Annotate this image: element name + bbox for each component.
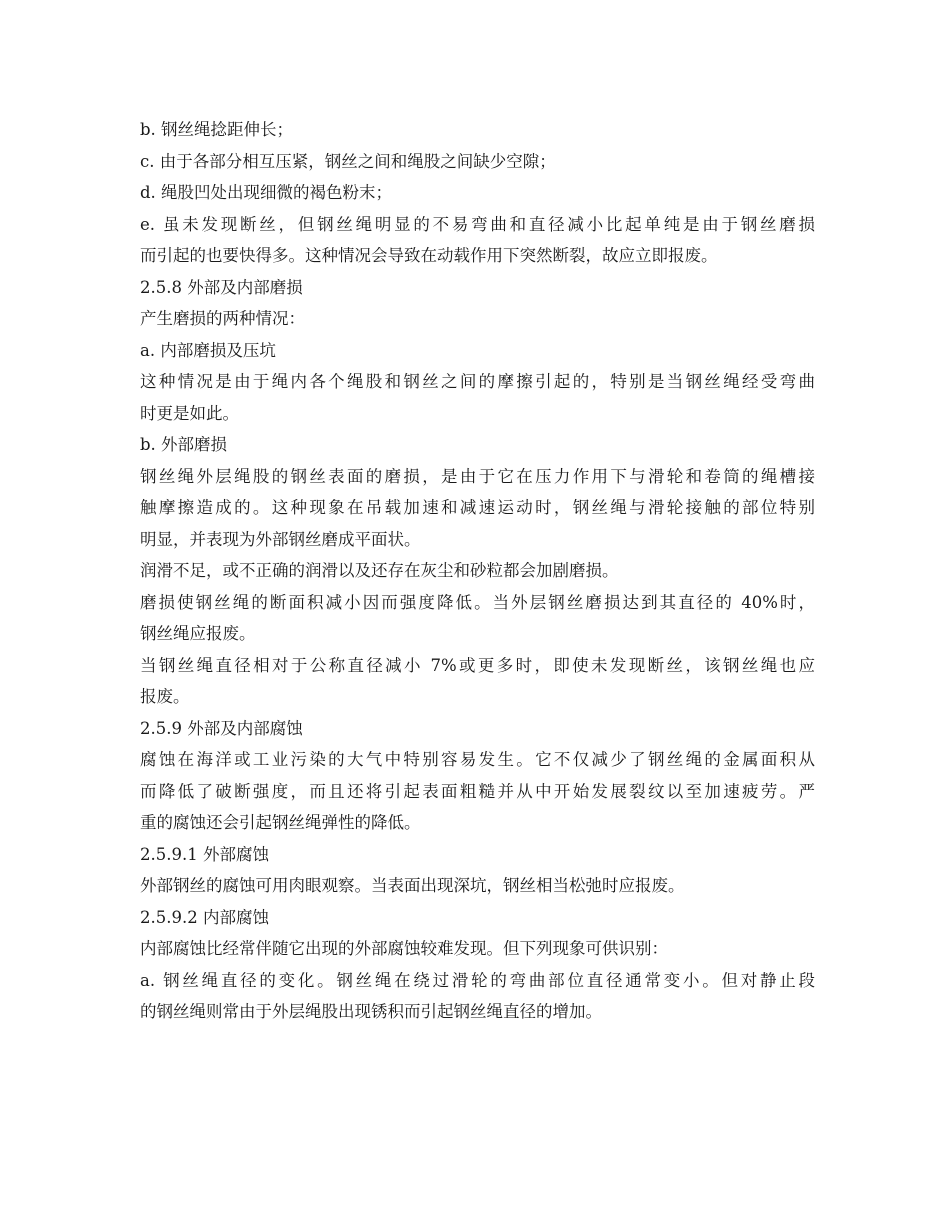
text-line: 报废。: [140, 687, 190, 706]
text-line: 润滑不足，或不正确的润滑以及还存在灰尘和砂粒都会加剧磨损。: [140, 561, 619, 580]
text-line: 明显，并表现为外部钢丝磨成平面状。: [140, 529, 421, 549]
text-line: a. 钢丝绳直径的变化。钢丝绳在绕过滑轮的弯曲部位直径通常变小。但对静止段: [140, 970, 815, 990]
list-item-label: a. 内部磨损及压坑: [140, 340, 276, 360]
list-item-label: b. 外部磨损: [140, 435, 228, 454]
document-body: [140, 114, 815, 1028]
text-line: e. 虽未发现断丝，但钢丝绳明显的不易弯曲和直径减小比起单纯是由于钢丝磨损: [140, 214, 815, 234]
text-line: 当钢丝绳直径相对于公称直径减小 7%或更多时，即使未发现断丝，该钢丝绳也应: [140, 655, 815, 675]
text-line: 钢丝绳应报废。: [140, 624, 256, 643]
text-line: 钢丝绳外层绳股的钢丝表面的磨损，是由于它在压力作用下与滑轮和卷筒的绳槽接: [140, 466, 815, 486]
text-line: 时更是如此。: [140, 403, 239, 423]
text-line: 这种情况是由于绳内各个绳股和钢丝之间的摩擦引起的，特别是当钢丝绳经受弯曲: [140, 372, 815, 391]
subsection-heading: 2.5.9.2 内部腐蚀: [140, 907, 269, 927]
text-line: 而引起的也要快得多。这种情况会导致在动载作用下突然断裂，故应立即报废。: [140, 246, 718, 265]
text-line: b. 钢丝绳捻距伸长；: [140, 120, 294, 139]
text-line: 外部钢丝的腐蚀可用肉眼观察。当表面出现深坑，钢丝相当松弛时应报废。: [140, 876, 685, 895]
text-line: 内部腐蚀比经常伴随它出现的外部腐蚀较难发现。但下列现象可供识别：: [140, 939, 668, 958]
section-heading: 2.5.9 外部及内部腐蚀: [140, 718, 303, 738]
text-line: d. 绳股凹处出现细微的褐色粉末；: [140, 183, 393, 202]
text-line: c. 由于各部分相互压紧，钢丝之间和绳股之间缺少空隙；: [140, 151, 556, 171]
section-heading: 2.5.8 外部及内部磨损: [140, 277, 303, 297]
text-line: 腐蚀在海洋或工业污染的大气中特别容易发生。它不仅减少了钢丝绳的金属面积从: [140, 750, 815, 769]
subsection-heading: 2.5.9.1 外部腐蚀: [140, 844, 269, 864]
text-line: 触摩擦造成的。这种现象在吊载加速和减速运动时，钢丝绳与滑轮接触的部位特别: [140, 498, 815, 517]
text-line: 磨损使钢丝绳的断面积减小因而强度降低。当外层钢丝磨损达到其直径的 40%时，: [140, 592, 815, 612]
text-line: 的钢丝绳则常由于外层绳股出现锈积而引起钢丝绳直径的增加。: [140, 1002, 602, 1021]
text-line: 产生磨损的两种情况：: [140, 309, 305, 328]
text-line: 而降低了破断强度，而且还将引起表面粗糙并从中开始发展裂纹以至加速疲劳。严: [140, 781, 815, 801]
text-line: 重的腐蚀还会引起钢丝绳弹性的降低。: [140, 813, 421, 832]
